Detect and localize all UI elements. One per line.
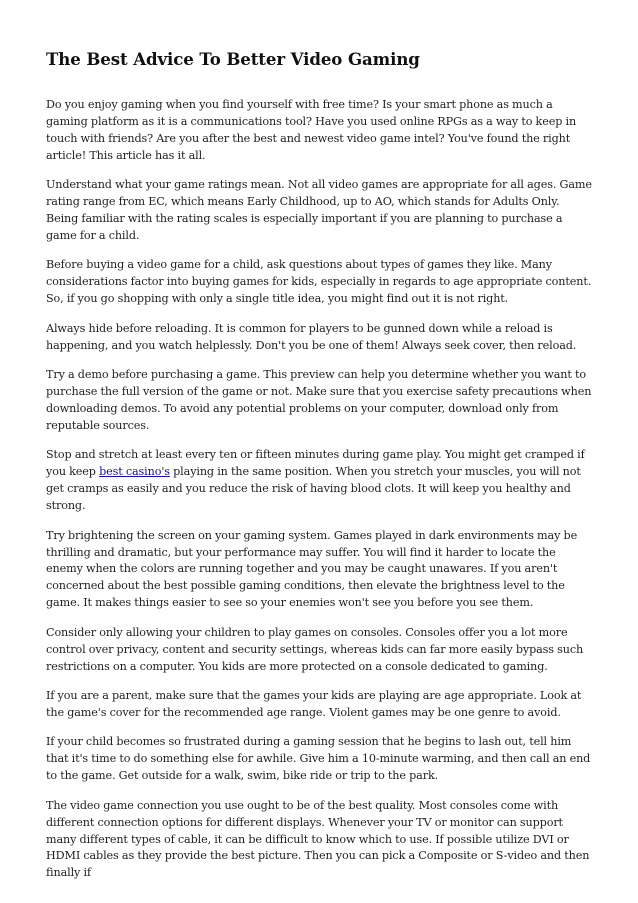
best-casinos-link[interactable]: best casino's	[99, 465, 170, 479]
paragraph-demo: Try a demo before purchasing a game. This preview can help you determine whether you want to purchase the full version of the game or not. Make sure that you exercise safety precautions when downloading demos. To avoid any potential problems on your computer, download only from reputable sources.	[46, 368, 592, 432]
page-title: The Best Advice To Better Video Gaming	[46, 49, 420, 69]
paragraph-brightness: Try brightening the screen on your gaming system. Games played in dark environments may be thrilling and dramatic, but your performance may suffer. You will find it harder to locate the enemy when the colors are running together and you may be caught unawares. If you aren't concerned about the best possible gaming conditions, then elevate the brightness level to the game. It makes things easier to see so your enemies won't see you before you see them.	[46, 528, 578, 610]
paragraph-frustrated: If your child becomes so frustrated during a gaming session that he begins to lash out, tell him that it's time to do something else for awhile. Give him a 10-minute warming, and then call an end to the game. Get outside for a walk, swim, bike ride or trip to the park.	[46, 735, 591, 783]
paragraph-connection: The video game connection you use ought to be of the best quality. Most consoles come with different connection options for different displays. Whenever your TV or monitor can support many different types of cable, it can be difficult to know which to use. If possible utilize DVI or HDMI cables as they provide the best picture. Then you can pick a Composite or S-video and then finally if	[46, 798, 590, 880]
paragraph-consoles: Consider only allowing your children to play games on consoles. Consoles offer you a lot more control over privacy, content and security settings, whereas kids can far more easily bypass such restrictions on a computer. You kids are more protected on a console dedicated to gaming.	[46, 625, 584, 673]
paragraph-ratings: Understand what your game ratings mean. Not all video games are appropriate for all ages. Game rating range from EC, which means Early Childhood, up to AO, which stands for Adults Only. Being familiar with the rating scales is especially important if you are planning to purchase a game for a child.	[46, 178, 592, 242]
paragraph-stretch-before: Stop and stretch at least every ten or fifteen minutes during game play. You might get cramped if you keep	[46, 448, 585, 479]
paragraph-reloading: Always hide before reloading. It is common for players to be gunned down while a reload is happening, and you watch helplessly. Don't you be one of them! Always seek cover, then reload.	[46, 321, 577, 352]
document-page	[46, 48, 594, 895]
paragraph-stretch	[46, 447, 594, 515]
paragraph-stretch-after: playing in the same position. When you stretch your muscles, you will not get cramps as easily and you reduce the risk of having blood clots. It will keep you healthy and strong.	[46, 465, 581, 513]
paragraph-buying: Before buying a video game for a child, ask questions about types of games they like. Many considerations factor into buying games for kids, especially in regards to age appropriate content. So, if you go shopping with only a single title idea, you might find out it is not right.	[46, 258, 592, 306]
paragraph-intro: Do you enjoy gaming when you find yourself with free time? Is your smart phone as much a gaming platform as it is a communications tool? Have you used online RPGs as a way to keep in touch with friends? Are you after the best and newest video game intel? You've found the right article! This article has it all.	[46, 98, 577, 162]
paragraph-parent: If you are a parent, make sure that the games your kids are playing are age appropriate. Look at the game's cover for the recommended age range. Violent games may be one genre to avoid.	[46, 689, 582, 719]
